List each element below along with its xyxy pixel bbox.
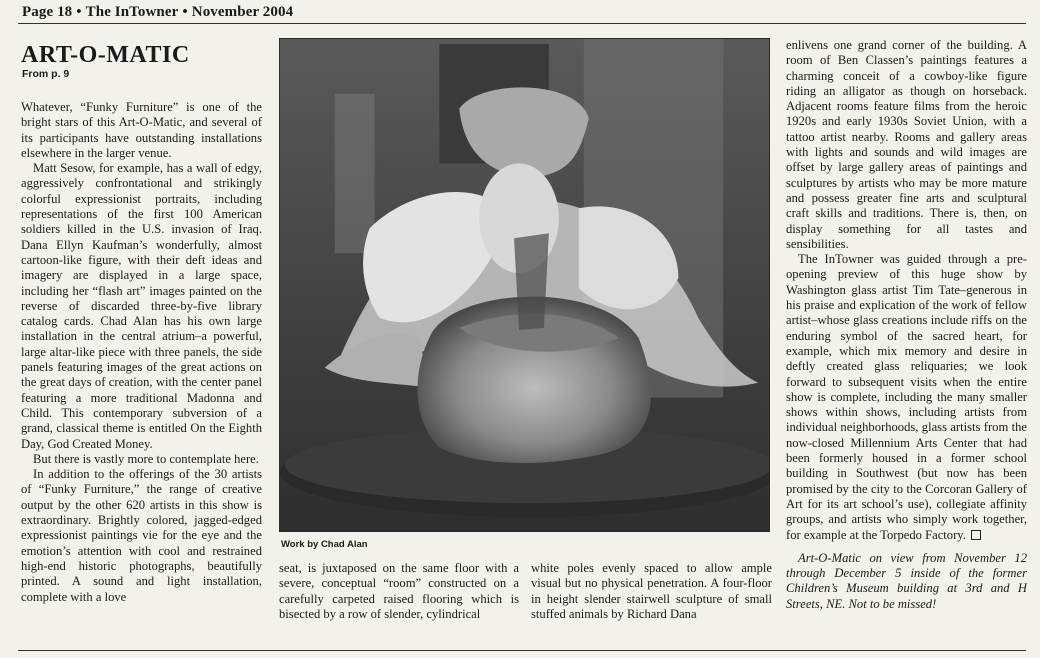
issue-date: November 2004 — [191, 4, 294, 20]
artwork-photo — [279, 38, 770, 532]
page-number: Page 18 — [22, 4, 73, 20]
end-mark-icon — [971, 530, 981, 540]
footer-rule — [18, 650, 1026, 651]
paragraph: Whatever, “Funky Furniture” is one of the bright stars of this Art-O-Matic, and several of its participants have outstanding installations elsewhere in the larger venue. — [21, 100, 262, 160]
article-column-2 — [279, 561, 519, 622]
article-column-1 — [21, 100, 262, 605]
article-column-3 — [531, 561, 772, 622]
photo-caption: Work by Chad Alan — [281, 539, 368, 550]
publication-name: The InTowner — [85, 4, 179, 20]
separator-dot: • — [182, 4, 188, 20]
paragraph: seat, is juxtaposed on the same floor with a severe, conceptual “room” constructed on a carefully carpeted raised flooring which is bisected by a row of slender, cylindrical — [279, 561, 519, 621]
paragraph-text: The InTowner was guided through a pre-opening preview of this huge show by Washington glass artist Tim Tate–generous in his praise and explication of the work of fellow artist–whose glass creations include riffs on the enduring symbol of the sacred heart, for example, which mix memory and desire in deftly created glass reliquaries; we look forward to subsequent visits when the entire show is complete, including the many smaller shows within shows, including artists from individual neighborhoods, glass artists from the now-closed Millennium Arts Center that had been formerly housed in a former school building in Southwest (but now has been promised by the city to the Corcoran Gallery of Art for its art school’s use), collegiate affinity groups, and artists who simply work together, for example at the Torpedo Factory. — [786, 252, 1027, 542]
paragraph: Matt Sesow, for example, has a wall of edgy, aggressively confrontational and strikingly colorful expressionist portraits, including representations of the first 100 American soldiers killed in the U.S. invasion of Iraq. Dana Ellyn Kaufman’s wonderfully, almost cartoon-like figure, with their deft ideas and imagery are displayed in a large space, including her “flash art” images painted on the reverse of discarded three-by-five library catalog cards. Chad Alan has his own large installation in the central atrium–a powerful, large altar-like piece with three panels, the side panels featuring images of the great actions on the great days of creation, with the center panel featuring a more traditional Madonna and Child. This contemporary subversion of a grand, classical theme is entitled On the Eighth Day, God Created Money. — [21, 161, 262, 451]
closing-note: Art-O-Matic on view from November 12 through December 5 inside of the former Children’s Museum building at 3rd and H Streets, NE. Not to be missed! — [786, 550, 1027, 611]
paragraph: In addition to the offerings of the 30 artists of “Funky Furniture,” the range of creative output by the other 620 artists in this show is extraordinary. Brightly colored, jagged-edged expressionist paintings vie for the eye and the emotion’s attention with cool and restrained high-end historic photographs, beautifully printed. A sound and light installation, complete with a love — [21, 467, 262, 604]
sculpture-image — [280, 39, 769, 531]
header-rule — [18, 23, 1026, 24]
article-column-4 — [786, 38, 1027, 612]
separator-dot: • — [76, 4, 82, 20]
paragraph: white poles evenly spaced to allow ample visual but no physical penetration. A four-floor in height slender stairwell sculpture of small stuffed animals by Richard Dana — [531, 561, 772, 621]
page-header — [22, 4, 293, 21]
paragraph: enlivens one grand corner of the building. A room of Ben Classen’s paintings features a charming conceit of a cowboy-like figure riding an alligator as though on horseback. Adjacent rooms feature films from the heroic 1920s and early 1930s Soviet Union, with a tattoo artist nearby. Rooms and gallery areas with lights and sounds and wild images are offset by large gallery areas of paintings and sculptures by artists who may be more mature and possess greater fine arts and sculptural craft skills and traditions. There is, then, on display something for all tastes and sensibilities. — [786, 38, 1027, 251]
continued-from: From p. 9 — [22, 68, 70, 80]
paragraph: But there is vastly more to contemplate here. — [33, 451, 259, 466]
paragraph-last — [786, 252, 1027, 543]
article-title: ART-O-MATIC — [21, 42, 190, 68]
